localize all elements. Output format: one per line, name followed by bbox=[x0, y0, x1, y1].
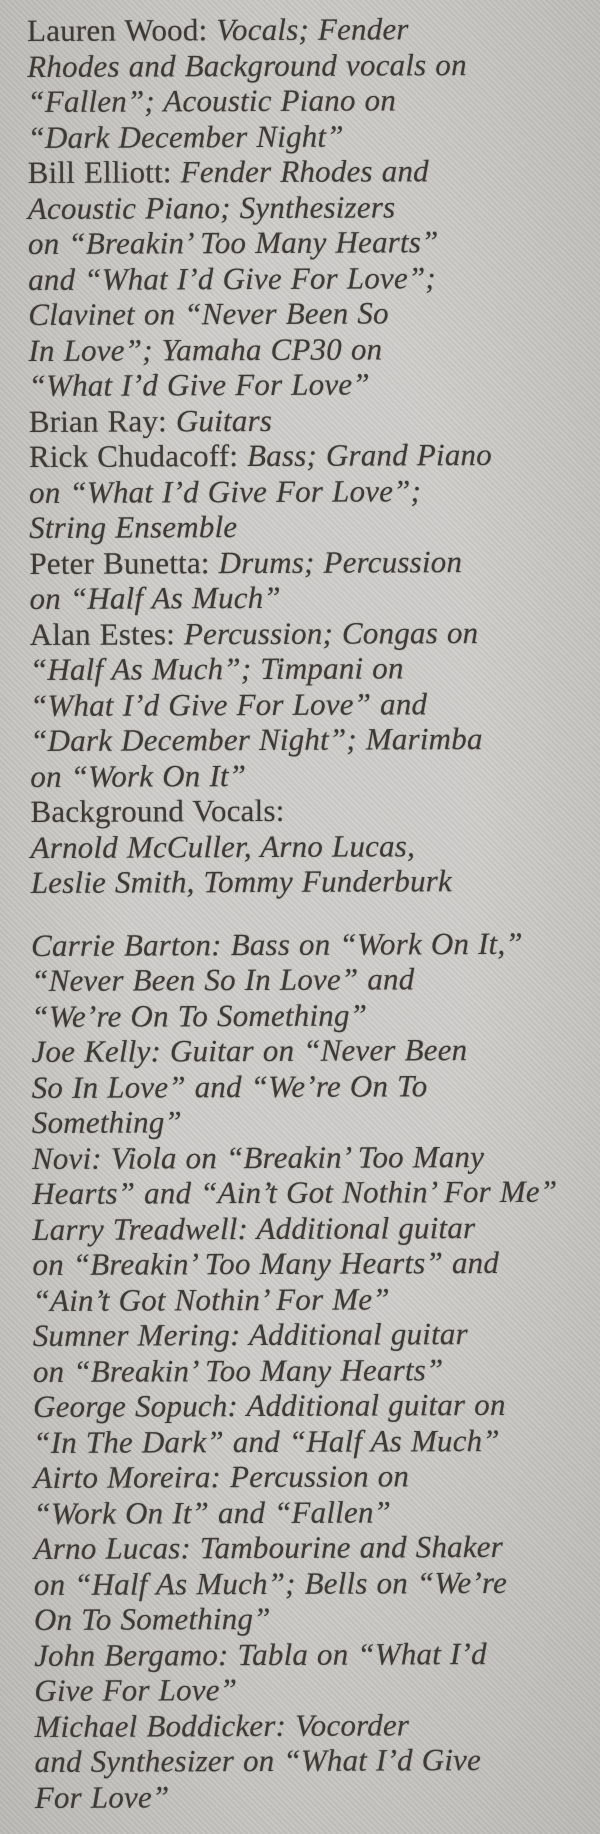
credit-text: on “Breakin’ Too Many Hearts” and bbox=[32, 1244, 500, 1282]
credit-text: Larry Treadwell: Additional guitar bbox=[32, 1209, 476, 1247]
credit-text: Acoustic Piano; Synthesizers bbox=[27, 188, 396, 226]
credit-line bbox=[27, 82, 596, 120]
credit-line bbox=[34, 1706, 600, 1744]
credit-line bbox=[29, 579, 598, 617]
credit-line bbox=[30, 614, 599, 652]
musician-name: Brian Ray: bbox=[28, 402, 176, 439]
credit-text: “What I’d Give For Love” bbox=[28, 366, 370, 403]
musician-name: Rick Chudacoff: bbox=[28, 438, 248, 474]
credit-line bbox=[33, 1458, 600, 1496]
credit-line bbox=[29, 543, 598, 581]
credit-text: on “Breakin’ Too Many Hearts” bbox=[27, 224, 439, 261]
credit-line bbox=[35, 1777, 600, 1815]
credit-line bbox=[27, 46, 596, 84]
credit-text: on “Half As Much” bbox=[29, 579, 281, 616]
credit-text: George Sopuch: Additional guitar on bbox=[33, 1386, 506, 1424]
credit-text: Drums; Percussion bbox=[218, 543, 463, 580]
credit-text: Guitars bbox=[175, 402, 273, 438]
credit-line bbox=[29, 401, 598, 439]
credit-text: Arno Lucas: Tambourine and Shaker bbox=[33, 1528, 504, 1566]
credit-line bbox=[33, 1316, 600, 1354]
credit-text: Something” bbox=[31, 1104, 183, 1140]
credit-line bbox=[33, 1351, 600, 1389]
credit-line bbox=[34, 1564, 600, 1602]
credit-line bbox=[31, 827, 600, 865]
credits-section-primary bbox=[27, 11, 600, 901]
credit-line bbox=[28, 188, 597, 226]
credit-line bbox=[34, 1671, 600, 1709]
credit-line bbox=[34, 1635, 600, 1673]
credit-line bbox=[27, 11, 596, 49]
credit-line bbox=[35, 1742, 600, 1780]
credits-section-additional bbox=[31, 925, 600, 1815]
credit-text: In Love”; Yamaha CP30 on bbox=[28, 330, 383, 368]
credit-text: Vocals; Fender bbox=[216, 11, 409, 48]
credit-text: “In The Dark” and “Half As Much” bbox=[33, 1422, 500, 1460]
credit-line bbox=[28, 330, 597, 368]
credit-text: on “What I’d Give For Love”; bbox=[29, 472, 422, 510]
credit-line bbox=[30, 756, 599, 794]
credit-line bbox=[29, 472, 598, 510]
credit-text: “We’re On To Something” bbox=[31, 997, 368, 1034]
credit-text: Novi: Viola on “Breakin’ Too Many bbox=[31, 1138, 485, 1176]
credit-text: So In Love” and “We’re On To bbox=[31, 1067, 428, 1105]
credit-line bbox=[30, 650, 599, 688]
credit-text: Joe Kelly: Guitar on “Never Been bbox=[31, 1032, 468, 1069]
credit-line bbox=[32, 1245, 600, 1283]
credit-text: on “Work On It” bbox=[30, 757, 247, 794]
credit-text: “Ain’t Got Nothin’ For Me” bbox=[32, 1280, 390, 1318]
credit-text: “What I’d Give For Love” and bbox=[29, 685, 428, 723]
credit-line bbox=[31, 996, 600, 1034]
credit-line bbox=[33, 1280, 600, 1318]
credit-line bbox=[32, 1103, 600, 1141]
credit-line bbox=[32, 1174, 600, 1212]
credit-text: String Ensemble bbox=[29, 509, 238, 545]
credit-line bbox=[28, 224, 597, 262]
credit-line bbox=[30, 721, 599, 759]
credit-line bbox=[31, 1032, 600, 1070]
musician-name: Alan Estes: bbox=[29, 615, 185, 652]
musician-name: Bill Elliott: bbox=[27, 154, 181, 190]
credit-line bbox=[28, 153, 597, 191]
credit-text: “Work On It” and “Fallen” bbox=[33, 1493, 392, 1531]
credit-line bbox=[28, 295, 597, 333]
credit-text: Leslie Smith, Tommy Funderburk bbox=[30, 863, 453, 900]
credit-text: Bass; Grand Piano bbox=[247, 436, 492, 474]
credit-line bbox=[30, 792, 599, 830]
credit-text: “Dark December Night”; Marimba bbox=[30, 721, 483, 758]
credit-text: and Synthesizer on “What I’d Give bbox=[34, 1742, 482, 1779]
credit-text: Sumner Mering: Additional guitar bbox=[32, 1316, 468, 1353]
credit-text: and “What I’d Give For Love”; bbox=[28, 259, 436, 297]
credit-line bbox=[33, 1387, 600, 1425]
credit-text: on “Half As Much”; Bells on “We’re bbox=[33, 1564, 508, 1602]
credit-text: “Half As Much”; Timpani on bbox=[29, 650, 404, 687]
credit-line bbox=[34, 1600, 600, 1638]
credit-line bbox=[32, 1138, 600, 1176]
credit-line bbox=[30, 685, 599, 723]
credit-text: John Bergamo: Tabla on “What I’d bbox=[34, 1635, 487, 1673]
credit-text: Rhodes and Background vocals on bbox=[27, 46, 467, 84]
credit-line bbox=[31, 863, 600, 901]
credit-line bbox=[27, 117, 596, 155]
credit-line bbox=[29, 508, 598, 546]
credit-text: Carrie Barton: Bass on “Work On It,” bbox=[30, 925, 523, 963]
musician-name: Lauren Wood: bbox=[27, 12, 217, 48]
credit-text: On To Something” bbox=[33, 1600, 271, 1637]
musician-name: Peter Bunetta: bbox=[29, 544, 219, 581]
credit-line bbox=[31, 961, 600, 999]
credit-text: Arnold McCuller, Arno Lucas, bbox=[30, 827, 416, 865]
credit-line bbox=[34, 1529, 600, 1567]
credit-line bbox=[29, 437, 598, 475]
credit-text: Give For Love” bbox=[34, 1672, 238, 1708]
credit-line bbox=[31, 925, 600, 963]
credit-text: Clavinet on “Never Been So bbox=[28, 295, 389, 332]
credit-line bbox=[28, 259, 597, 297]
credit-line bbox=[33, 1493, 600, 1531]
credit-text: “Never Been So In Love” and bbox=[31, 961, 415, 998]
credit-text: Hearts” and “Ain’t Got Nothin’ For Me” bbox=[32, 1173, 558, 1211]
credit-line bbox=[29, 366, 598, 404]
credit-text: on “Breakin’ Too Many Hearts” bbox=[32, 1351, 444, 1389]
credit-text: Michael Boddicker: Vocorder bbox=[34, 1706, 410, 1744]
credits-text bbox=[27, 11, 600, 1815]
credit-text: Percussion; Congas on bbox=[183, 614, 479, 651]
credit-text: Fender Rhodes and bbox=[180, 153, 429, 190]
credit-text: “Dark December Night” bbox=[27, 118, 344, 155]
credit-text: For Love” bbox=[34, 1778, 170, 1815]
credit-line bbox=[32, 1067, 600, 1105]
credit-line bbox=[32, 1209, 600, 1247]
credit-line bbox=[33, 1422, 600, 1460]
musician-name: Background Vocals: bbox=[30, 792, 285, 829]
credit-text: Airto Moreira: Percussion on bbox=[33, 1458, 410, 1495]
credit-text: “Fallen”; Acoustic Piano on bbox=[27, 82, 397, 119]
